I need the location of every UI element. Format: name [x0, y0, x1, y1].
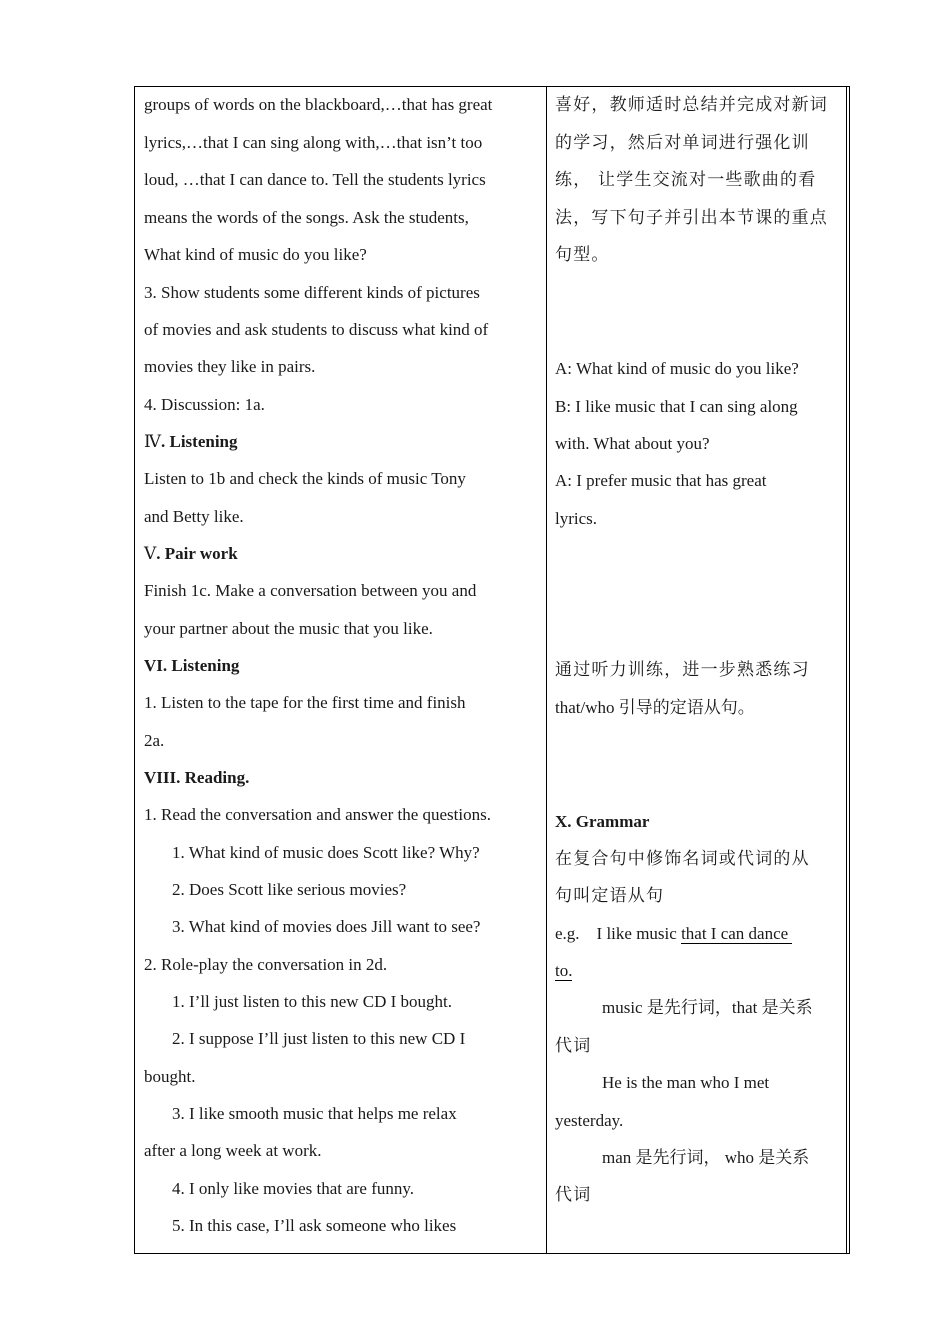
note-line: 的学习，然后对单词进行强化训 — [555, 133, 810, 153]
note-line: 句叫定语从句 — [555, 886, 665, 906]
section-heading-grammar: X. Grammar — [555, 812, 650, 831]
text-line: your partner about the music that you like. — [144, 619, 433, 638]
note-line: 练， 让学生交流对一些歌曲的看 — [555, 170, 817, 190]
text-line: 1. Listen to the tape for the first time and finish — [144, 693, 466, 712]
dialogue-line: with. What about you? — [555, 434, 710, 453]
text-line: groups of words on the blackboard,…that has great — [144, 95, 493, 114]
dialogue-line: A: I prefer music that has great — [555, 471, 767, 490]
text-line: 2a. — [144, 731, 165, 750]
question-item: 2. Does Scott like serious movies? — [172, 880, 407, 899]
text-line: and Betty like. — [144, 507, 244, 526]
underlined-clause: that I can dance — [681, 924, 793, 943]
text-line: movies they like in pairs. — [144, 357, 316, 376]
example-sentence — [555, 924, 792, 944]
question-item: 3. What kind of movies does Jill want to see? — [172, 917, 481, 936]
dialogue-line: B: I like music that I can sing along — [555, 397, 798, 416]
text-line: after a long week at work. — [144, 1141, 322, 1160]
note-line: that/who 引导的定语从句。 — [555, 698, 755, 717]
dialogue-line: lyrics. — [555, 509, 598, 528]
sentence-item: 5. In this case, I’ll ask someone who likes — [172, 1216, 457, 1235]
heading-text: . Listening — [160, 432, 238, 451]
sentence-item: 3. I like smooth music that helps me relax — [172, 1104, 457, 1123]
sentence-item: 1. I’ll just listen to this new CD I bought. — [172, 992, 453, 1011]
text-line: Finish 1c. Make a conversation between you and — [144, 581, 477, 600]
dialogue-line: A: What kind of music do you like? — [555, 359, 799, 378]
note-line: 通过听力训练，进一步熟悉练习 — [555, 660, 810, 680]
note-line: 句型。 — [555, 245, 610, 265]
note-line: music 是先行词，that 是关系 — [602, 998, 813, 1017]
note-line: 喜好，教师适时总结并完成对新词 — [555, 95, 828, 115]
text-line: 2. Role-play the conversation in 2d. — [144, 955, 388, 974]
sentence-item: 4. I only like movies that are funny. — [172, 1179, 415, 1198]
note-line: man 是先行词， who 是关系 — [602, 1148, 810, 1167]
lesson-plan-table — [134, 86, 850, 1254]
example-sentence-cont — [555, 961, 572, 981]
section-heading-vi-listening: VI. Listening — [144, 656, 240, 675]
question-item: 1. What kind of music does Scott like? Why? — [172, 843, 480, 862]
roman-numeral: Ⅳ — [144, 432, 161, 451]
text-line: of movies and ask students to discuss what kind of — [144, 320, 489, 339]
section-heading-viii-reading: VIII. Reading. — [144, 768, 250, 787]
underlined-clause-cont: to. — [555, 961, 573, 980]
note-line: 在复合句中修饰名词或代词的从 — [555, 849, 810, 869]
text-line: means the words of the songs. Ask the students, — [144, 208, 469, 227]
heading-text: . Pair work — [156, 544, 238, 563]
example-prefix: e.g. I like music — [555, 924, 682, 943]
text-line: Listen to 1b and check the kinds of music Tony — [144, 469, 466, 488]
example-sentence: He is the man who I met — [602, 1073, 770, 1092]
text-line: 3. Show students some different kinds of pictures — [144, 283, 480, 302]
text-line: lyrics,…that I can sing along with,…that isn’t too — [144, 133, 483, 152]
note-line: 法，写下句子并引出本节课的重点 — [555, 208, 828, 228]
text-line: loud, …that I can dance to. Tell the students lyrics — [144, 170, 486, 189]
sentence-item: 2. I suppose I’ll just listen to this new CD I — [172, 1029, 466, 1048]
text-line: 1. Read the conversation and answer the questions. — [144, 805, 491, 824]
roman-numeral: Ⅴ — [144, 544, 157, 563]
column-divider — [546, 87, 547, 1253]
text-line: What kind of music do you like? — [144, 245, 367, 264]
section-heading-pair-work — [144, 544, 238, 564]
note-line: 代词 — [555, 1036, 592, 1056]
example-sentence-cont: yesterday. — [555, 1111, 624, 1130]
text-line: 4. Discussion: 1a. — [144, 395, 265, 414]
section-heading-listening — [144, 432, 238, 452]
note-line: 代词 — [555, 1185, 592, 1205]
text-line: bought. — [144, 1067, 196, 1086]
